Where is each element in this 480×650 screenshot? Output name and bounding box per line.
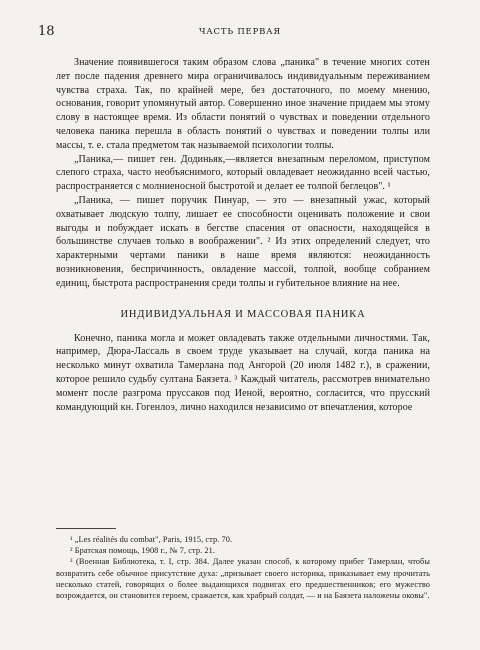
main-text [56,56,430,414]
paragraph-4: Конечно, паника могла и может овладевать также отдельными личностями. Так, например, Дюра-Лассаль в своем труде указывает на случай, когда паника на несколько минут охватила Тамерлана под Ангорой (20 июля 1482 г.), в сражении, которое решило судьбу султана Баязета. ³ Каждый читатель, рассмотрев внимательно момент после разгрома пруссаков под Иеной, вероятно, согласится, что прусский командующий кн. Гогенлоэ, лично находился независимо от впечатления, которое [56,332,430,413]
page-header [38,24,442,40]
paragraph-2: „Паника,— пишет ген. Додиньяк,—является внезапным переломом, приступом слепого страха, часто необъяснимого, который овладевает неожиданно всей частью, распространяется с молниеносной быстротой и делает ее толпой беглецов". ¹ [56,153,430,193]
running-title: ЧАСТЬ ПЕРВАЯ [198,27,282,37]
paragraph-3: „Паника, — пишет поручик Пинуар, — это — внезапный ужас, который охватывает людскую толпу, лишает ее способности оценивать положение и свои выгоды и побуждает искать в бегстве спасения от опасности, находящейся в большинстве случаев только в воображении". ² Из этих определений следует, что характерными чертами паники в наше время являются: неожиданность возникновения, беспричинность, овладение массой, толпой, вообще собранием единиц, быстрота распространения среди толпы и губительное влияние на нее. [56,194,430,289]
paragraph-1: Значение появившегося таким образом слова „паника" в течение многих сотен лет после падения древнего мира ограничивалось индивидуальным переживанием чувства страха. Так, по крайней мере, без достаточного, по моему мнению, основания, говорит упомянутый автор. Совершенно иное значение придаем мы этому слову в настоящее время. Из области понятий о чувствах и поведении отдельного человека паника перешла в область понятий о чувствах и поведении толпы или массы, т. е. стала предметом так называемой психологии толпы. [56,57,430,151]
page-number: 18 [38,24,55,39]
section-heading: ИНДИВИДУАЛЬНАЯ И МАССОВАЯ ПАНИКА [120,308,366,320]
footnotes [56,534,430,601]
footnote-divider [56,528,116,529]
footnote-2: ² Братская помощь, 1908 г., № 7, стр. 21. [70,546,215,556]
footnote-3: ³ (Военная Библиотека, т. I, стр. 384. Далее указан способ, к которому прибег Тамерлан, чтобы возвратить себе обычное присутствие духа: „призывает своего историка, приказывает ему прочитать несколько статей, говорящих о более выдающихся подвигах его предшественников; его мужество возрождается, он становится героем, сражается, как храбрый солдат, — и на Баязета наложены оковы". [56,557,430,601]
footnote-1: ¹ „Les réalités du combat", Paris, 1915, стр. 70. [70,535,233,544]
